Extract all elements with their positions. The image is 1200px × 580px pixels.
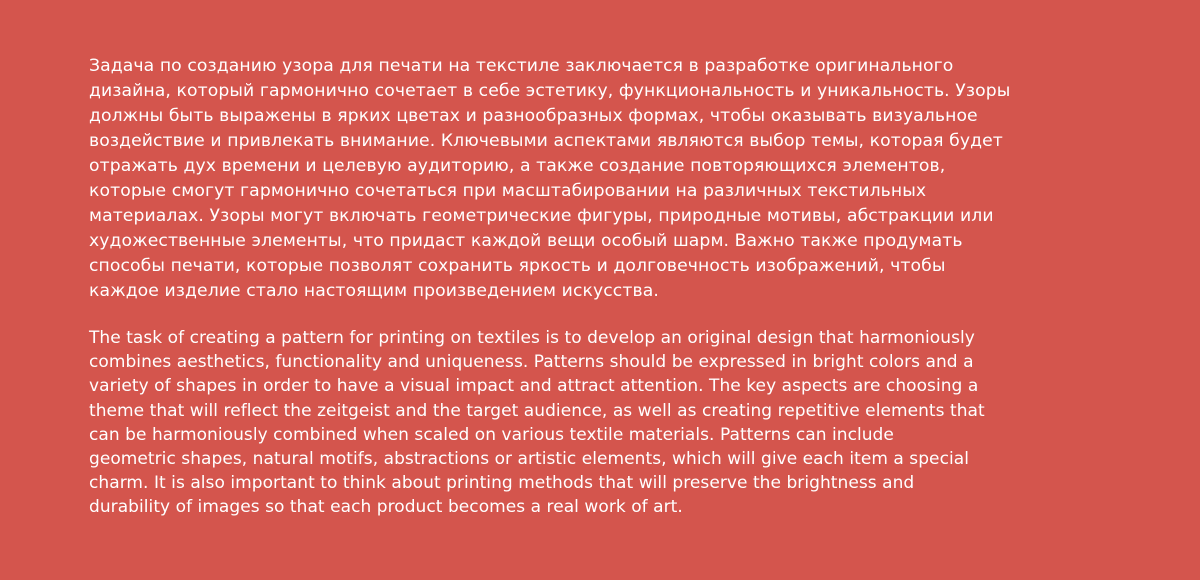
russian-paragraph: Задача по созданию узора для печати на текстиле заключается в разработке оригинального дизайна, который гармонично сочетает в себе эстетику, функциональность и уникальность. Узоры должны быть выражены в ярких цветах и разнообразных формах, чтобы оказывать визуальное воздействие и привлекать внимание. Ключевыми аспектами являются выбор темы, которая будет отражать дух времени и целевую аудиторию, а также создание повторяющихся элементов, которые смогут гармонично сочетаться при масштабировании на различных текстильных материалах. Узоры могут включать геометрические фигуры, природные мотивы, абстракции или художественные элементы, что придаст каждой вещи особый шарм. Важно также продумать способы печати, которые позволят сохранить яркость и долговечность изображений, чтобы каждое изделие стало настоящим произведением искусства. xyxy=(89,56,1011,301)
english-paragraph: The task of creating a pattern for printing on textiles is to develop an original design that harmoniously combines aesthetics, functionality and uniqueness. Patterns should be expressed in bright colors and a variety of shapes in order to have a visual impact and attract attention. The key aspects are choosing a theme that will reflect the zeitgeist and the target audience, as well as creating repetitive elements that can be harmoniously combined when scaled on various textile materials. Patterns can include geometric shapes, natural motifs, abstractions or artistic elements, which will give each item a special charm. It is also important to think about printing methods that will preserve the brightness and durability of images so that each product becomes a real work of art. xyxy=(89,328,985,518)
